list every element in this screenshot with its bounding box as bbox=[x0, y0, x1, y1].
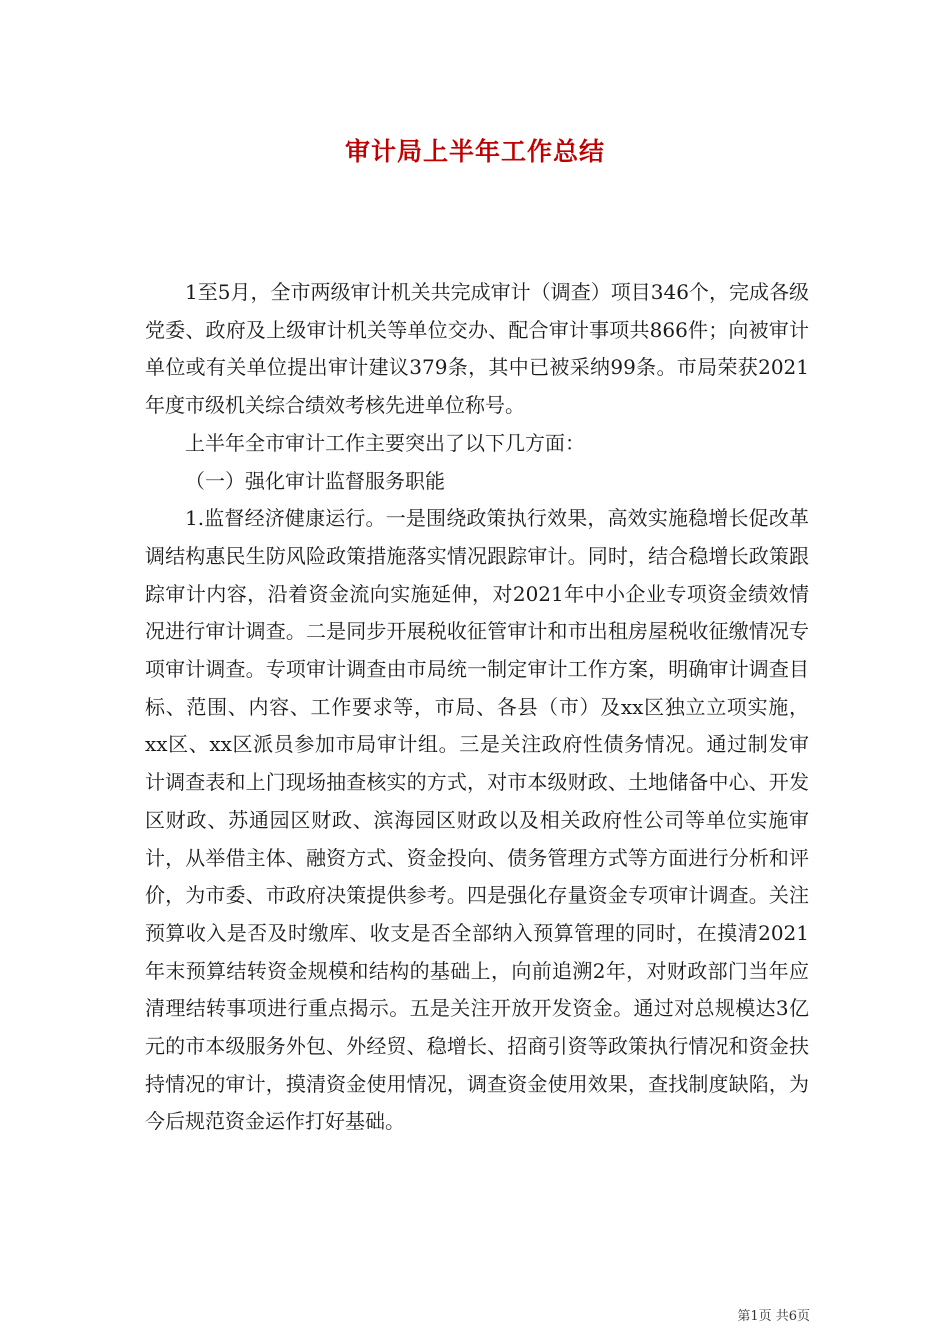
paragraph-summary: 1至5月，全市两级审计机关共完成审计（调查）项目346个，完成各级党委、政府及上级审计机关等单位交办、配合审计事项共866件；向被审计单位或有关单位提出审计建议379条，其中已被采纳99条。市局荣获2021年度市级机关综合绩效考核先进单位称号。 bbox=[145, 280, 809, 418]
document-body bbox=[145, 274, 809, 1141]
section-heading: （一）强化审计监督服务职能 bbox=[185, 468, 445, 493]
page-title: 审计局上半年工作总结 bbox=[344, 137, 605, 166]
paragraph-supervision: 1.监督经济健康运行。一是围绕政策执行效果，高效实施稳增长促改革调结构惠民生防风险政策措施落实情况跟踪审计。同时，结合稳增长政策跟踪审计内容，沿着资金流向实施延伸，对2021年中小企业专项资金绩效情况进行审计调查。二是同步开展税收征管审计和市出租房屋税收征缴情况专项审计调查。专项审计调查由市局统一制定审计工作方案，明确审计调查目标、范围、内容、工作要求等，市局、各县（市）及xx区独立立项实施，xx区、xx区派员参加市局审计组。三是关注政府性债务情况。通过制发审计调查表和上门现场抽查核实的方式，对市本级财政、土地储备中心、开发区财政、苏通园区财政、滨海园区财政以及相关政府性公司等单位实施审计，从举借主体、融资方式、资金投向、债务管理方式等方面进行分析和评价，为市委、市政府决策提供参考。四是强化存量资金专项审计调查。关注预算收入是否及时缴库、收支是否全部纳入预算管理的同时，在摸清2021年末预算结转资金规模和结构的基础上，向前追溯2年，对财政部门当年应清理结转事项进行重点揭示。五是关注开放开发资金。通过对总规模达3亿元的市本级服务外包、外经贸、稳增长、招商引资等政策执行情况和资金扶持情况的审计，摸清资金使用情况，调查资金使用效果，查找制度缺陷，为今后规范资金运作打好基础。 bbox=[145, 506, 809, 1134]
page-number: 第1页 共6页 bbox=[737, 1309, 810, 1324]
paragraph-intro: 上半年全市审计工作主要突出了以下几方面： bbox=[185, 430, 585, 455]
